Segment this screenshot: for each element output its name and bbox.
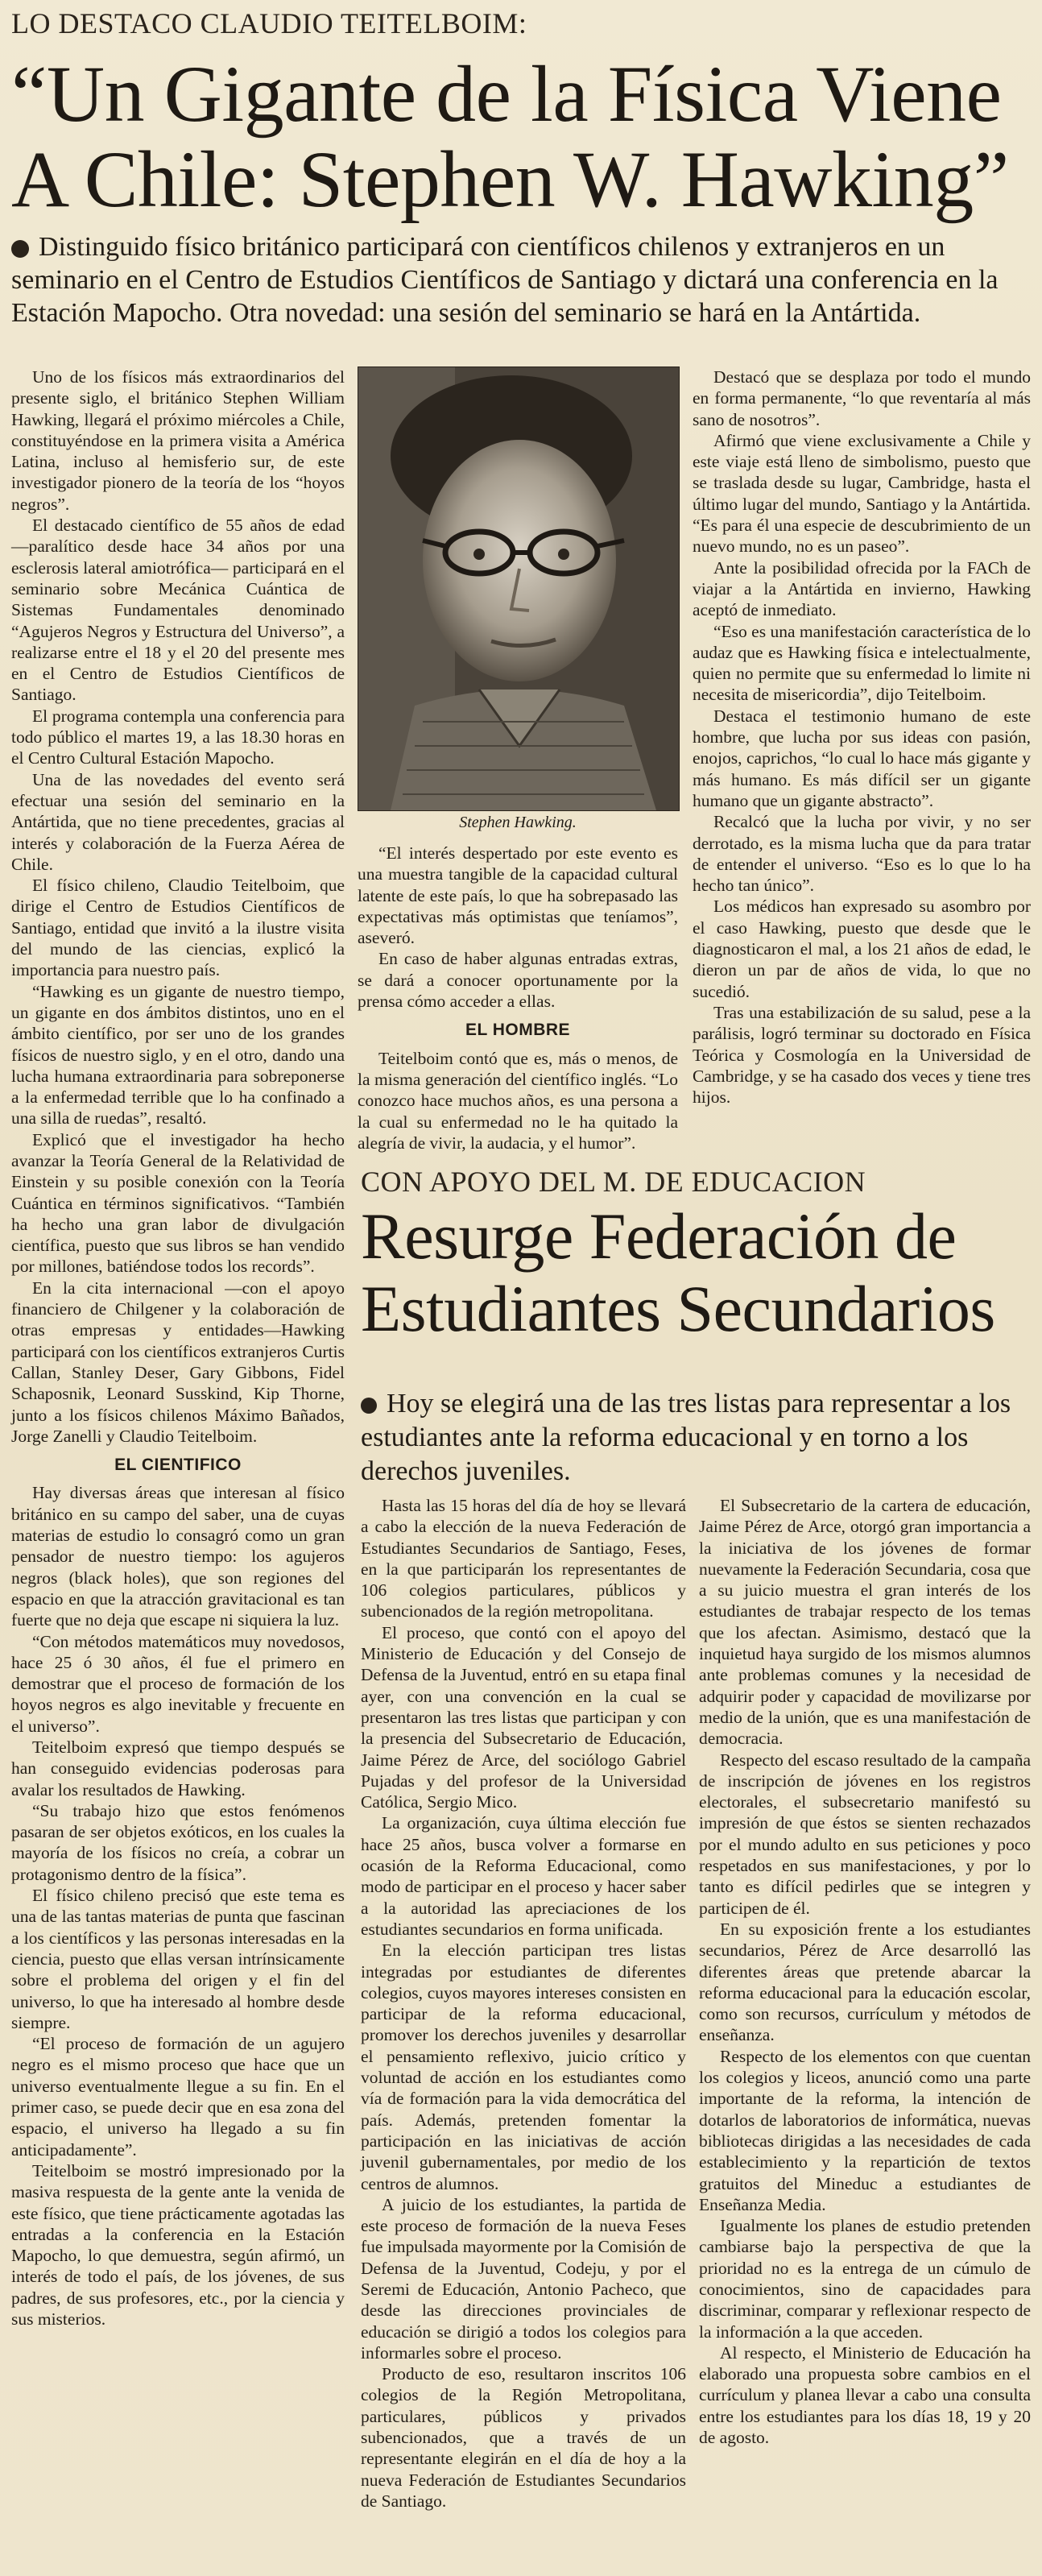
paragraph: Teitelboim contó que es, más o menos, de la misma generación del científico inglés. “Lo conozco hace muchos años, es una persona a la cual su enfermedad no le ha quitado la alegría de vivir, la audacia, y el humor”. — [358, 1048, 678, 1153]
paragraph: Respecto del escaso resultado de la campaña de inscripción de jóvenes en los registros electorales, el subsecretario manifestó su impresión de que éstos se sienten rechazados por el mundo adulto en sus peticiones y poco respetados en sus manifestaciones, y por lo tanto es difícil pedirles que se integren y participen de él. — [699, 1750, 1031, 1918]
paragraph: Teitelboim se mostró impresionado por la masiva respuesta de la gente ante la venida de este físico, que tiene prácticamente agotadas las entradas a la conferencia en la Estación Mapocho, lo que demuestra, según afirmó, un interés de todo el país, de los jóvenes, de sus padres, de sus profesores, etc., por la ciencia y sus misterios. — [11, 2160, 345, 2330]
article2-column-1 — [361, 1495, 686, 2512]
article-column-1 — [11, 367, 345, 2330]
paragraph: En la cita internacional —con el apoyo financiero de Chilgener y la colaboración de otras empresas y entidades—Hawking participará con los científicos extranjeros Curtis Callan, Stanley Deser, Gary Gibbons, Fidel Schaposnik, Leonard Susskind, Kip Thorne, junto a los físicos chilenos Máximo Bañados, Jorge Zanelli y Claudio Teitelboim. — [11, 1278, 345, 1446]
photo-caption: Stephen Hawking. — [459, 814, 577, 831]
paragraph: “El proceso de formación de un agujero negro es el mismo proceso que hace que un universo eventualmente llegue a su fin. En el primer caso, se puede decir que en esa zona del espacio, el universo ha llegado a su fin anticipadamente”. — [11, 2034, 345, 2160]
paragraph: El destacado científico de 55 años de edad —paralítico desde hace 34 años por una esclerosis lateral amiotrófica— participará en el seminario sobre Mecánica Cuántica de Sistemas Fundamentales denominado “Agujeros Negros y Estructura del Universo”, a realizarse entre el 18 y el 20 del presente mes en el Centro de Estudios Científicos de Santiago. — [11, 516, 345, 705]
paragraph: En caso de haber algunas entradas extras, se dará a conocer oportunamente por la prensa cómo acceder a ellas. — [358, 949, 678, 1012]
paragraph: El programa contempla una conferencia para todo público el martes 19, a las 18.30 horas en el Centro Cultural Estación Mapocho. — [11, 706, 345, 768]
article2-headline: Resurge Federación de Estudiantes Secundarios — [361, 1199, 995, 1345]
paragraph: Respecto de los elementos con que cuentan los colegios y liceos, anunció como una parte importante de la reforma, la intención de dotarlos de laboratorios de informática, nuevas bibliotecas dirigidas a las necesidades de cada establecimiento y la repartición de textos gratuitos del Mineduc a estudiantes de Enseñanza Media. — [699, 2046, 1031, 2214]
paragraph: Igualmente los planes de estudio pretenden cambiarse bajo la perspectiva de que la prioridad no es la entrega de un cúmulo de conocimientos, sino de capacidades para discriminar, comparar y reflexionar respecto de la información a la que acceden. — [699, 2216, 1031, 2342]
paragraph: Una de las novedades del evento será efectuar una sesión del seminario en la Antártida, que no tiene precedentes, gracias al interés y colaboración de la Fuerza Aérea de Chile. — [11, 769, 345, 874]
stephen-hawking-photo — [358, 367, 680, 811]
paragraph: Los médicos han expresado su asombro por el caso Hawking, puesto que desde que le diagnosticaron el mal, a los 21 años de edad, le dieron un par de años de vida, lo que no sucedió. — [693, 897, 1031, 1001]
paragraph: “El interés despertado por este evento es una muestra tangible de la capacidad cultural latente de este país, lo que ha sobrepasado las expectativas más optimistas que teníamos”, aseveró. — [358, 843, 678, 948]
deck-text: Distinguido físico británico participará con científicos chilenos y extranjeros en un seminario en el Centro de Estudios Científicos de Santiago y dictará una conferencia en la Estación Mapocho. Otra novedad: una sesión del seminario se hará en la Antártida. — [11, 232, 999, 328]
paragraph: Uno de los físicos más extraordinarios del presente siglo, el británico Stephen William Hawking, llegará el próximo miércoles a Chile, constituyéndose en la primera visita a América Latina, incluso al hemisferio sur, de este investigador pionero de la teoría de los “hoyos negros”. — [11, 367, 345, 514]
deck2-text: Hoy se elegirá una de las tres listas para representar a los estudiantes ante la reforma educacional y en torno a los derechos juveniles. — [361, 1389, 1011, 1486]
paragraph: En su exposición frente a los estudiantes secundarios, Pérez de Arce desarrolló las diferentes áreas que pretende abarcar la reforma educacional para la educación escolar, como son recursos, currículum y métodos de enseñanza. — [699, 1919, 1031, 2045]
paragraph: Hasta las 15 horas del día de hoy se llevará a cabo la elección de la nueva Federación de Estudiantes Secundarios de Santiago, Feses, en la que participarán los representantes de 106 colegios particulares, públicos y subencionados de la región metropolitana. — [361, 1496, 686, 1621]
article2-kicker: CON APOYO DEL M. DE EDUCACION — [361, 1166, 866, 1198]
article-kicker: LO DESTACO CLAUDIO TEITELBOIM: — [11, 7, 527, 39]
paragraph: Explicó que el investigador ha hecho avanzar la Teoría General de la Relatividad de Einstein y su posible conexión con la Teoría Cuántica en términos significativos. “También ha hecho una gran labor de divulgación científica, puesto que sus libros se han vendido por millones, batiéndose todos los records”. — [11, 1129, 345, 1277]
paragraph: La organización, cuya última elección fue hace 25 años, busca volver a formarse en ocasión de la Reforma Educacional, como modo de participar en el proceso y hacer saber a la autoridad las apreciaciones de los estudiantes secundarios en forma unificada. — [361, 1813, 686, 1939]
paragraph: Teitelboim expresó que tiempo después se han conseguido evidencias poderosas para avalar los resultados de Hawking. — [11, 1737, 345, 1799]
paragraph: Hay diversas áreas que interesan al físico británico en su campo del saber, una de cuyas materias de estudio lo consagró como un gran pensador de nuestro tiempo: los agujeros negros (black holes), que son regiones del espacio en que la atracción gravitacional es tan fuerte que no deja que escape ni siquiera la luz. — [11, 1483, 345, 1630]
article-column-3 — [693, 367, 1031, 1108]
article2-column-2 — [699, 1495, 1031, 2448]
subheading-el-hombre: EL HOMBRE — [465, 1021, 571, 1040]
article-headline: “Un Gigante de la Física Viene A Chile: Stephen W. Hawking” — [11, 49, 1009, 224]
paragraph: El físico chileno precisó que este tema es una de las tantas materias de punta que fascinan a los científicos y las personas interesadas en la ciencia, puesto que ellas versan intrínsicamente sobre el problema del origen y el fin del universo, lo que ha interesado al hombre desde siempre. — [11, 1886, 345, 2032]
subheading-el-cientifico: EL CIENTIFICO — [114, 1456, 242, 1475]
paragraph: En la elección participan tres listas integradas por estudiantes de diferentes colegios, cuyos mayores intereses consisten en participar de la reforma educacional, promover los derechos juveniles y desarrollar el pensamiento reflexivo, juicio crítico y voluntad de acción en los estudiantes como vía de formación para la vida democrática del país. Además, pretenden fomentar la participación en las iniciativas de acción juvenil gubernamentales, por medio de los centros de alumnos. — [361, 1940, 686, 2193]
paragraph: Producto de eso, resultaron inscritos 106 colegios de la Región Metropolitana, particulares, públicos y privados subencionados, que a través de un representante elegirán en el día de hoy a la nueva Federación de Estudiantes Secundarios de Santiago. — [361, 2364, 686, 2511]
paragraph: A juicio de los estudiantes, la partida de este proceso de formación de la nueva Feses fue impulsada mayormente por la Comisión de Defensa de la Juventud, Codeju, y por el Seremi de Educación, Antonio Pacheco, que desde las direcciones provinciales de educación se dirigió a todos los colegios para informarles sobre el proceso. — [361, 2194, 686, 2363]
paragraph: Recalcó que la lucha por vivir, y no ser derrotado, es la misma lucha que da para tratar de entender el universo. “Eso es lo que lo ha hecho tan único”. — [693, 812, 1031, 896]
paragraph: “Su trabajo hizo que estos fenómenos pasaran de ser objetos exóticos, en los cuales la mayoría de los físicos no creía, a cobrar un protagonismo dentro de la física”. — [11, 1800, 345, 1884]
article-column-2 — [358, 843, 678, 1153]
paragraph: Destacó que se desplaza por todo el mundo en forma permanente, “lo que reventaría al más sano de nosotros”. — [693, 367, 1031, 429]
article-deck — [11, 230, 1028, 329]
paragraph: “Eso es una manifestación característica de lo audaz que es Hawking física e intelectualmente, quien no permite que su enfermedad lo limite ni necesita de misericordia”, dijo Teitelboim. — [693, 621, 1031, 705]
article2-deck — [361, 1387, 1037, 1489]
paragraph: “Hawking es un gigante de nuestro tiempo, un gigante en dos ámbitos distintos, uno en el ámbito científico, por ser uno de los grandes físicos de nuestro siglo, y en el otro, dando una lucha humana extraordinaria para sobreponerse a la enfermedad terrible que lo ha confinado a una silla de ruedas”, resaltó. — [11, 981, 345, 1129]
bullet-icon — [361, 1398, 377, 1414]
paragraph: El proceso, que contó con el apoyo del Ministerio de Educación y del Consejo de Defensa de la Juventud, entró en su etapa final ayer, con una convención en la cual se presentaron las tres listas que participan y con la presencia del Subsecretario de Educación, Jaime Pérez de Arce, del sociólogo Gabriel Pujadas y del profesor de la Universidad Católica, Sergio Mico. — [361, 1622, 686, 1812]
paragraph: El físico chileno, Claudio Teitelboim, que dirige el Centro de Estudios Científicos de Santiago, entidad que invitó a la ilustre visita del mundo de las ciencias, explicó la importancia para nuestro país. — [11, 876, 345, 980]
paragraph: El Subsecretario de la cartera de educación, Jaime Pérez de Arce, otorgó gran importancia a la iniciativa de los jóvenes de formar nuevamente la Federación Secundaria, cosa que a su juicio muestra el gran interés de los estudiantes de trabajar respecto de los temas que los afectan. Asimismo, destacó que la inquietud haya surgido de los mismos alumnos ante problemas comunes y la necesidad de adquirir poder y capacidad de movilizarse por medio de la unión, que es una manifestación de democracia. — [699, 1496, 1031, 1749]
paragraph: Tras una estabilización de su salud, pese a la parálisis, logró terminar su doctorado en Física Teórica y Cosmología en la Universidad de Cambridge, y se ha casado dos veces y tiene tres hijos. — [693, 1002, 1031, 1108]
portrait-image — [358, 367, 679, 810]
paragraph: “Con métodos matemáticos muy novedosos, hace 25 ó 30 años, él fue el primero en demostrar que el proceso de formación de los hoyos negros es algo inevitable y frecuente en el universo”. — [11, 1631, 345, 1736]
paragraph: Destaca el testimonio humano de este hombre, que lucha por sus ideas con pasión, enojos, caprichos, “lo cual lo hace más gigante y más humano. Es más difícil ser un gigante humano que un gigante abstracto”. — [693, 706, 1031, 810]
paragraph: Afirmó que viene exclusivamente a Chile y este viaje está lleno de simbolismo, puesto que se traslada desde su lugar, Cambridge, hasta el último lugar del mundo, Santiago y la Antártida. “Es para él una especie de descubrimiento de un nuevo mundo, no es un paseo”. — [693, 430, 1031, 557]
paragraph: Ante la posibilidad ofrecida por la FACh de viajar a la Antártida en invierno, Hawking aceptó de inmediato. — [693, 557, 1031, 620]
paragraph: Al respecto, el Ministerio de Educación ha elaborado una propuesta sobre cambios en el currículum y planea llevar a cabo una consulta entre los estudiantes para los días 18, 19 y 20 de agosto. — [699, 2342, 1031, 2448]
bullet-icon — [11, 240, 29, 258]
